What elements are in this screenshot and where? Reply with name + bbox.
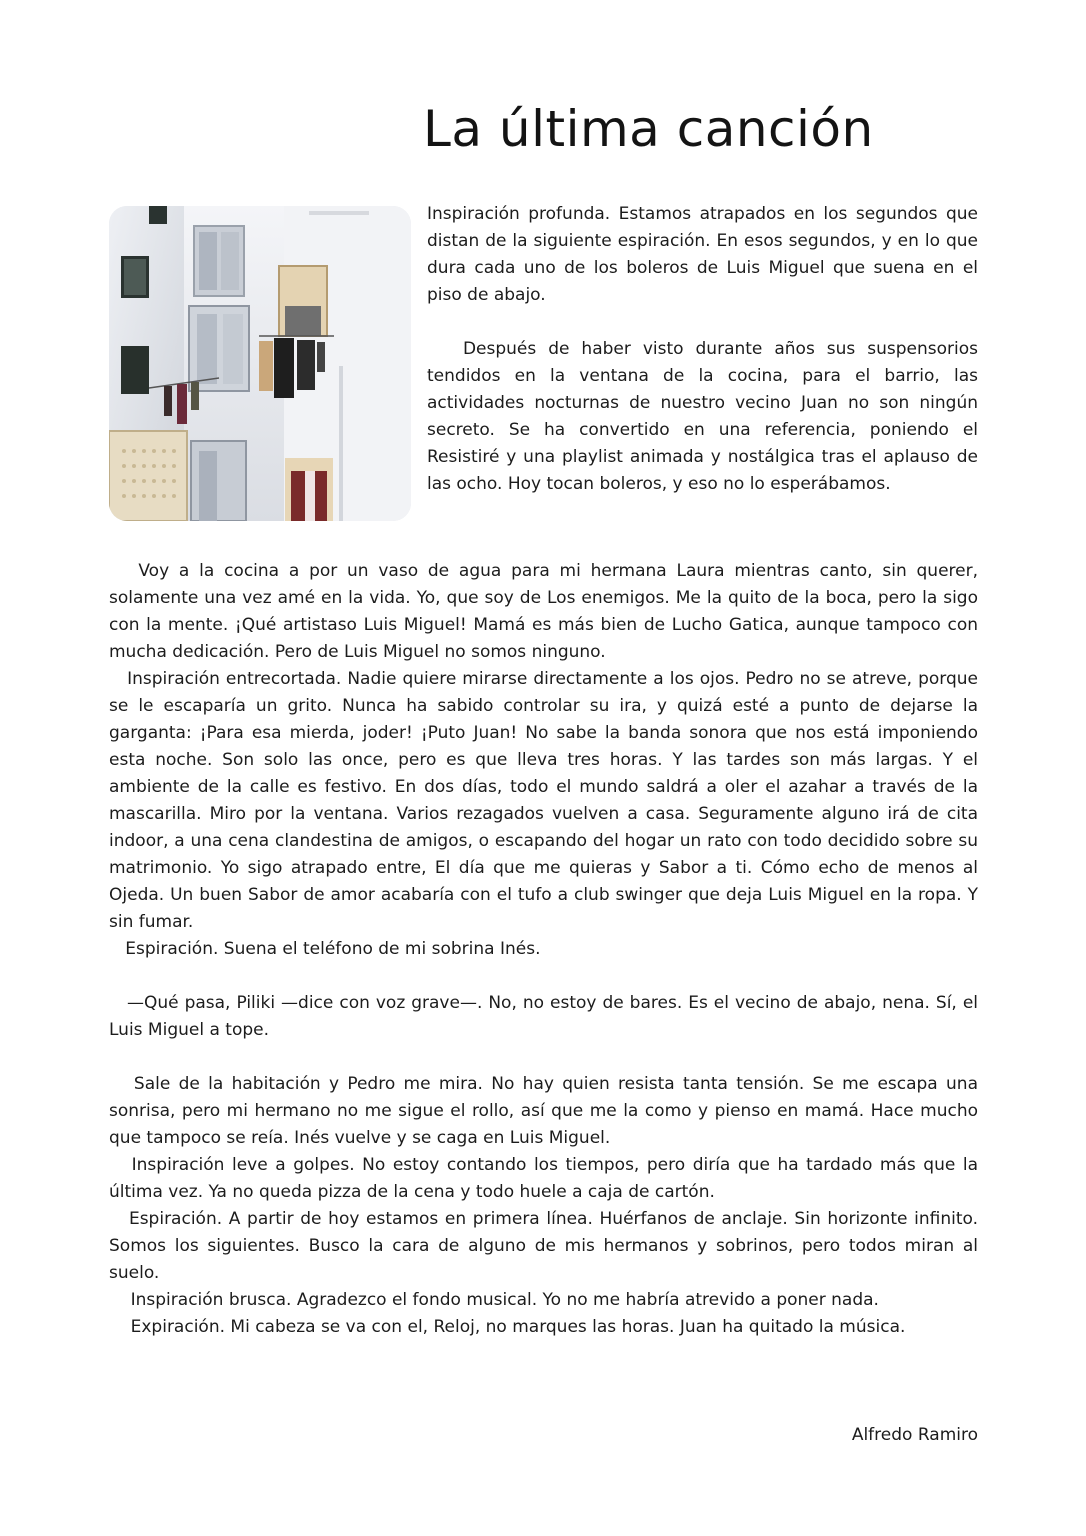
building-courtyard-photo [109,206,411,521]
body-paragraph-3: Espiración. Suena el teléfono de mi sobrina Inés. [109,939,541,959]
body-paragraph-5: Sale de la habitación y Pedro me mira. No hay quien resista tanta tensión. Se me escapa una sonrisa, pero mi hermano no me sigue el rollo, así que me la como y pienso en mamá. Hace mucho que tampoco se reía. Inés vuelve y se caga en Luis Miguel. [109,1074,984,1148]
intro-paragraph-1: Inspiración profunda. Estamos atrapados en los segundos que distan de la siguiente espiración. En esos segundos, y en lo que dura cada uno de los boleros de Luis Miguel que suena en el piso de abajo. [427,204,978,305]
body-paragraph-8: Inspiración brusca. Agradezco el fondo musical. Yo no me habría atrevido a poner nada. [109,1290,879,1310]
intro-paragraph-2: Después de haber visto durante años sus suspensorios tendidos en la ventana de la cocina, para el barrio, las actividades nocturnas de nuestro vecino Juan no son ningún secreto. Se ha convertido en una referencia, poniendo el Resistiré y una playlist animada y nostálgica tras el aplauso de las ocho. Hoy tocan boleros, y eso no lo esperábamos. [427,339,984,494]
author-name: Alfredo Ramiro [851,1425,978,1445]
body-paragraph-9: Expiración. Mi cabeza se va con el, Reloj, no marques las horas. Juan ha quitado la música. [109,1317,906,1337]
intro-text [427,201,984,498]
page-title: La última canción [423,100,874,158]
body-text [109,558,984,1341]
body-paragraph-7: Espiración. A partir de hoy estamos en primera línea. Huérfanos de anclaje. Sin horizonte infinito. Somos los siguientes. Busco la cara de alguno de mis hermanos y sobrinos, pero todos miran al suelo. [109,1209,984,1283]
body-paragraph-1: Voy a la cocina a por un vaso de agua para mi hermana Laura mientras canto, sin querer, solamente una vez amé en la vida. Yo, que soy de Los enemigos. Me la quito de la boca, pero la sigo con la mente. ¡Qué artistaso Luis Miguel! Mamá es más bien de Lucho Gatica, aunque tampoco con mucha dedicación. Pero de Luis Miguel no somos ninguno. [109,561,984,662]
body-paragraph-2: Inspiración entrecortada. Nadie quiere mirarse directamente a los ojos. Pedro no se atreve, porque se le escaparía un grito. Nunca ha sabido controlar su ira, y quizá esté a punto de dejarse la garganta: ¡Para esa mierda, joder! ¡Puto Juan! No sabe la banda sonora que nos está imponiendo esta noche. Son solo las once, pero es que lleva tres horas. Y las tardes son más largas. Y el ambiente de la calle es festivo. En dos días, todo el mundo saldrá a oler el azahar a través de la mascarilla. Miro por la ventana. Varios rezagados vuelven a casa. Seguramente alguno irá de cita indoor, a una cena clandestina de amigos, o escapando del hogar un rato con todo decidido sobre su matrimonio. Yo sigo atrapado entre, El día que me quieras y Sabor a ti. Cómo echo de menos al Ojeda. Un buen Sabor de amor acabaría con el tufo a club swinger que deja Luis Miguel en la ropa. Y sin fumar. [109,669,984,932]
body-paragraph-6: Inspiración leve a golpes. No estoy contando los tiempos, pero diría que ha tardado más que la última vez. Ya no queda pizza de la cena y todo huele a caja de cartón. [109,1155,984,1202]
body-paragraph-4: —Qué pasa, Piliki —dice con voz grave—. No, no estoy de bares. Es el vecino de abajo, nena. Sí, el Luis Miguel a tope. [109,993,984,1040]
photo-illustration [109,206,411,521]
